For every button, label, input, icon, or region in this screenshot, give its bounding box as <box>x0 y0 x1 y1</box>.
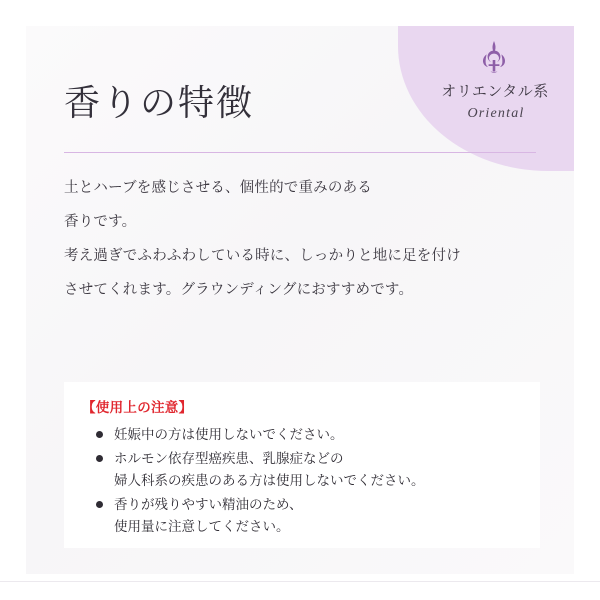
list-item <box>96 424 522 446</box>
caution-item-line2: 使用量に注意してください。 <box>114 519 290 535</box>
description-line: 考え過ぎでふわふわしている時に、しっかりと地に足を付け <box>64 248 461 264</box>
bullet-icon <box>96 455 103 462</box>
description-line: 香りです。 <box>64 214 137 230</box>
category-badge-inner <box>398 26 574 171</box>
caution-title: 【使用上の注意】 <box>82 400 193 416</box>
title-divider <box>64 152 536 153</box>
caution-item-line1: 香りが残りやすい精油のため、 <box>114 497 303 513</box>
bullet-icon <box>96 431 103 438</box>
caution-box <box>64 382 540 548</box>
bottom-strip <box>0 581 600 600</box>
bullet-icon <box>96 501 103 508</box>
description-line: 土とハーブを感じさせる、個性的で重みのある <box>64 180 372 196</box>
caution-item-line1: 妊娠中の方は使用しないでください。 <box>114 427 344 443</box>
caution-item-line2: 婦人科系の疾患のある方は使用しないでください。 <box>114 473 425 489</box>
description-line: させてくれます。グラウンディングにおすすめです。 <box>64 282 414 298</box>
category-badge-jp-label: オリエンタル系 <box>441 82 549 100</box>
list-item <box>96 494 522 538</box>
page-title: 香りの特徴 <box>64 83 255 124</box>
caution-list <box>82 424 522 538</box>
list-item <box>96 448 522 492</box>
description-block <box>64 174 544 310</box>
category-badge-en-label: Oriental <box>467 106 525 121</box>
category-badge <box>398 26 574 171</box>
caution-item-line1: ホルモン依存型癌疾患、乳腺症などの <box>114 451 344 467</box>
fleur-de-lis-icon <box>474 38 514 78</box>
